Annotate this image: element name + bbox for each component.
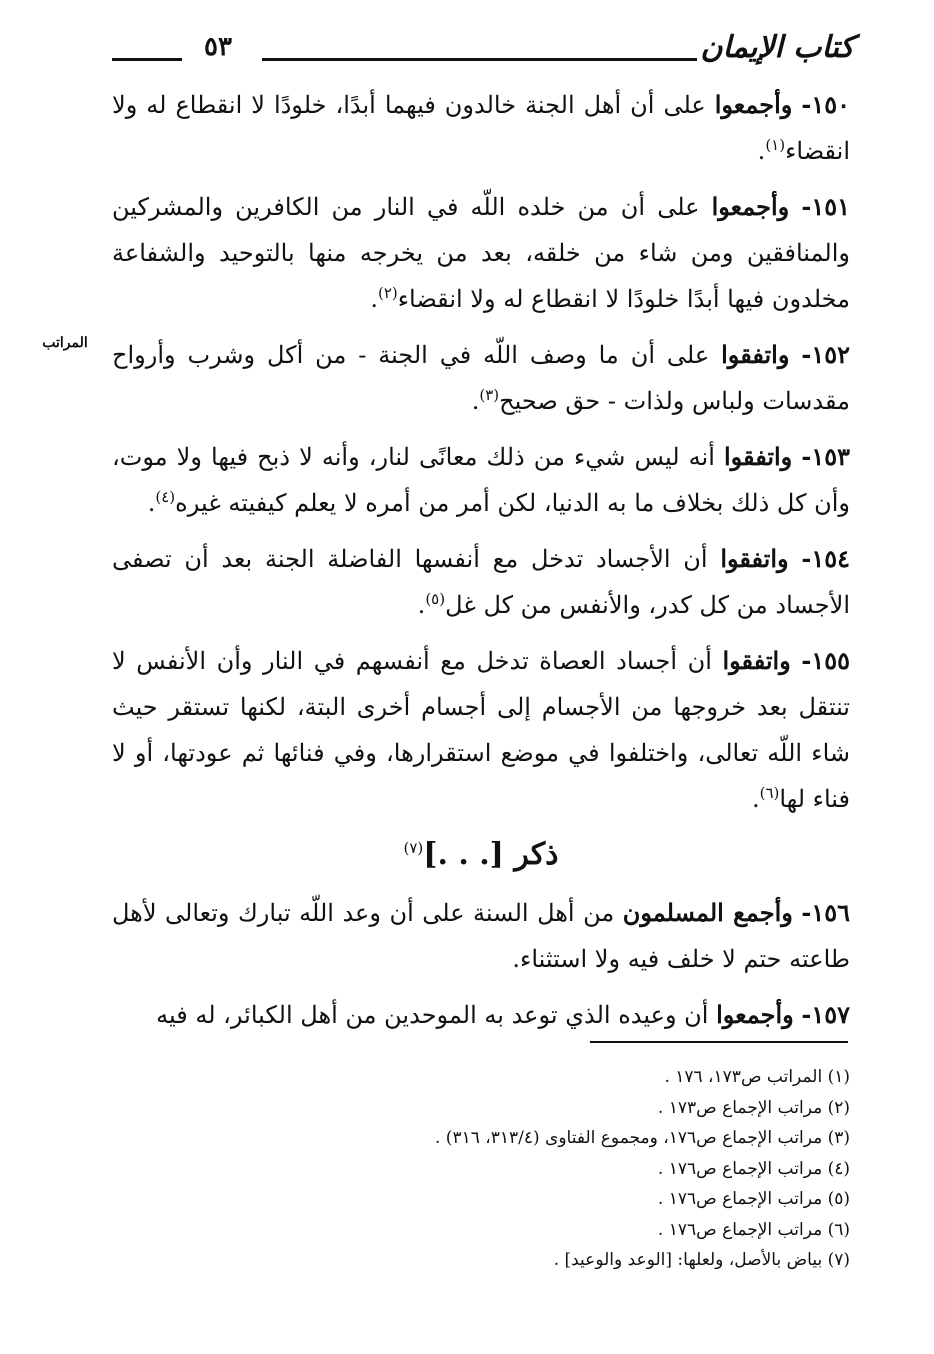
footnote-1: (١) المراتب ص١٧٣، ١٧٦ . <box>664 1067 850 1087</box>
main-text <box>112 82 850 1048</box>
paragraph-text: أن وعيده الذي توعد به الموحدين من أهل الكبائر، له فيه <box>156 1001 709 1029</box>
paragraph-tail: . <box>751 785 760 813</box>
margin-note: المراتب <box>42 335 88 351</box>
paragraph-lead: وأجمعوا <box>716 1000 794 1029</box>
footnote-6: (٦) مراتب الإجماع ص١٧٦ . <box>657 1219 850 1240</box>
page-number: ٥٣ <box>204 32 232 62</box>
paragraph-tail: . <box>147 489 156 517</box>
paragraph-text: من أهل السنة على أن وعد اللّه تبارك وتعالى لأهل طاعته حتم لا خلف فيه ولا استثناء. <box>112 899 850 973</box>
section-heading-text: ذكر [. . .] <box>423 837 559 872</box>
paragraph-152 <box>112 332 850 424</box>
footnote-ref: (٧) <box>403 839 424 857</box>
paragraph-number: ١٥٣- <box>801 442 850 471</box>
footnote-ref: (٢) <box>377 284 398 302</box>
paragraph-156 <box>112 890 850 982</box>
footnote-5: (٥) مراتب الإجماع ص١٧٦ . <box>657 1189 850 1209</box>
paragraph-lead: واتفقوا <box>722 646 791 675</box>
paragraph-text: أن أجساد العصاة تدخل مع أنفسهم في النار وأن الأنفس لا تنتقل بعد خروجها من الأجسام إلى أجسام أخرى البتة، لكنها تستقر حيث شاء اللّه تعالى، واختلفوا في موضع استقرارها، وفي فنائها ثم عودتها، أو لا فناء لها <box>112 647 850 813</box>
paragraph-lead: واتفقوا <box>723 442 793 471</box>
book-title: كتاب الإيمان <box>700 30 854 65</box>
paragraph-153 <box>112 434 850 526</box>
paragraph-number: ١٥٥- <box>801 646 850 675</box>
paragraph-154 <box>112 536 850 628</box>
footnote-2: (٢) مراتب الإجماع ص١٧٣ . <box>657 1097 850 1118</box>
header-rule-middle <box>262 58 697 61</box>
paragraph-number: ١٥٠- <box>801 90 850 119</box>
footnote-ref: (٥) <box>425 590 446 608</box>
footnote-ref: (١) <box>765 136 786 154</box>
paragraph-lead: وأجمعوا <box>714 90 793 119</box>
paragraph-number: ١٥٤- <box>801 544 850 573</box>
footnote-ref: (٤) <box>155 488 176 506</box>
footnote-4: (٤) مراتب الإجماع ص١٧٦ . <box>657 1158 850 1179</box>
paragraph-tail: . <box>370 285 378 313</box>
paragraph-number: ١٥٧- <box>801 1000 850 1029</box>
header-rule-left <box>112 58 182 61</box>
paragraph-text: على أن أهل الجنة خالدون فيهما أبدًا، خلودًا لا انقطاع له ولا انقضاء <box>112 91 850 165</box>
paragraph-tail: . <box>471 387 480 415</box>
paragraph-number: ١٥١- <box>801 192 850 221</box>
paragraph-150 <box>112 82 850 174</box>
paragraph-text: أن الأجساد تدخل مع أنفسها الفاضلة الجنة بعد أن تصفى الأجساد من كل كدر، والأنفس من كل غل <box>112 545 850 619</box>
footnote-7: (٧) بياض بالأصل، ولعلها: [الوعد والوعيد] . <box>553 1250 850 1270</box>
footnote-divider <box>590 1041 848 1043</box>
paragraph-lead: وأجمعوا <box>711 192 790 221</box>
paragraph-155 <box>112 638 850 822</box>
paragraph-157 <box>112 992 850 1038</box>
footnote-3: (٣) مراتب الإجماع ص١٧٦، ومجموع الفتاوى (٣١٣/٤، ٣١٦) . <box>434 1128 850 1148</box>
section-heading <box>112 832 850 878</box>
footnotes <box>112 1062 850 1276</box>
paragraph-151 <box>112 184 850 322</box>
paragraph-tail: . <box>417 591 426 619</box>
footnote-ref: (٣) <box>479 386 500 404</box>
paragraph-number: ١٥٢- <box>801 340 851 369</box>
page-header <box>112 30 854 70</box>
footnote-ref: (٦) <box>759 784 780 802</box>
paragraph-text: أنه ليس شيء من ذلك معانًى لنار، وأنه لا ذبح فيها ولا موت، وأن كل ذلك بخلاف ما به الدنيا، لكن أمر من أمره لا يعلم كيفيته غيره <box>112 443 850 517</box>
paragraph-lead: واتفقوا <box>721 340 790 369</box>
paragraph-lead: وأجمع المسلمون <box>622 898 793 927</box>
paragraph-text: على أن من خلده اللّه في النار من الكافرين والمشركين والمنافقين ومن شاء من خلقه، بعد من يخرجه منها بالتوحيد والشفاعة مخلدون فيها أبدًا خلودًا لا انقطاع له ولا انقضاء <box>112 193 850 313</box>
paragraph-text: على أن ما وصف اللّه في الجنة - من أكل وشرب وأرواح مقدسات ولباس ولذات - حق صحيح <box>112 341 850 415</box>
paragraph-tail: . <box>757 137 766 165</box>
paragraph-number: ١٥٦- <box>801 898 850 927</box>
paragraph-lead: واتفقوا <box>720 544 789 573</box>
